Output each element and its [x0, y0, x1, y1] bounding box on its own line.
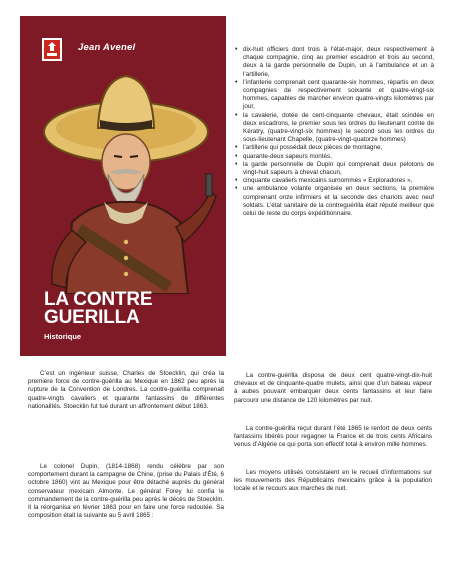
author-name: Jean Avenel: [78, 42, 136, 53]
list-item: • l’artillerie qui possédait deux pièces de montagne,: [234, 144, 434, 152]
paragraph-reinforcements: [234, 425, 432, 450]
list-item: • la cavalerie, dotée de cent-cinquante chevaux, était scindée en deux escadrons, le premier sous les ordres du lieutenant comte de Kératry, (quatre-vingt-six hommes) le second sous les ordres du sous-lieutenant Chapelle, (quatre-vingt-quatorze hommes): [234, 112, 434, 145]
list-item: • l’infanterie comprenait cent quarante-six hommes, répartis en deux compagnies de respectivement soixante et quatre-vingt-six hommes, capables de marcher environ quatre-vingts kilomètres par jour,: [234, 79, 434, 112]
list-item: • une ambulance volante organisée en deux sections, la première comprenant onze infirmiers et la seconde des chariots avec neuf soldats. L’état sanitaire de la contreguérilla était réputé meilleur que celui de reste du corps expéditionnaire.: [234, 185, 434, 218]
book-title-line-2: GUERILLA: [44, 307, 140, 328]
publisher-badge-icon: [42, 38, 62, 61]
paragraph-text: Le colonel Dupin, (1814-1868) rendu célèbre par son comportement durant la campagne de Chine, (prise du Palais d’Été, 6 octobre 1860) vint au Mexique pour être détaché auprès du général conservateur mexicain Almonte. Le général Forey lui confia le commandement de la contre-guérilla peu après le décès de Stoecklin. Il la réorganisa en février 1863 pour en faire une force redoutée. Sa composition était la suivante au 5 avril 1865 :: [28, 463, 224, 520]
paragraph-methods: [234, 469, 432, 494]
paragraph-text: C’est un ingénieur suisse, Charles de Stoecklin, qui créa la première force de contre-guérilla au Mexique en 1862 peu après la rupture de la Convention de Londres. La contre-guérilla comprenait quatre-vingts cavaliers et quarante fantassins de différentes nationalités. Stoecklin fut tué durant un affrontement début 1863.: [28, 370, 224, 410]
cavalry-officer-illustration: [26, 62, 226, 294]
list-item: • cinquante cavaliers mexicains surnommés « Exploradores »,: [234, 177, 434, 185]
book-category: Historique: [44, 332, 82, 341]
composition-list: [234, 46, 434, 218]
paragraph-dupin: [28, 463, 224, 520]
list-item: • quarante-deux sapeurs montés,: [234, 153, 434, 161]
paragraph-stoecklin: [28, 370, 224, 411]
list-item: • la garde personnelle de Dupin qui comprenait deux pelotons de vingt-huit sapeurs à cheval chacun,: [234, 161, 434, 177]
list-item: • dix-huit officiers dont trois à l’état-major, deux respectivement à chaque compagnie, cinq au premier escadron et trois au second, deux à la garde personnelle de Dupin, un à l’ambulance et un à l’artillerie,: [234, 46, 434, 79]
paragraph-text: La contre-guérilla disposa de deux cent quatre-vingt-dix-huit chevaux et de cinquante-quatre mulets, ainsi que d’un bateau vapeur à aubes pouvant embarquer deux cents fantassins et leur faire parcourir une distance de 120 kilomètres par nuit.: [234, 372, 432, 404]
paragraph-text: Les moyens utilisés consistaient en le recueil d’informations sur les mouvements des Républicains mexicains grâce à la population locale et le recours aux marches de nuit.: [234, 469, 432, 493]
book-cover-panel: [20, 16, 226, 356]
paragraph-text: La contre-guérilla reçut durant l’été 1865 le renfort de deux cents fantassins libérés pour regagner la France et de trois cents Africains venus d’Algérie ce qui porta son effectif total à environ mille hommes.: [234, 425, 432, 449]
book-title-line-1: LA CONTRE: [44, 289, 153, 310]
paragraph-horses: [234, 372, 432, 405]
book-title: [44, 291, 224, 327]
